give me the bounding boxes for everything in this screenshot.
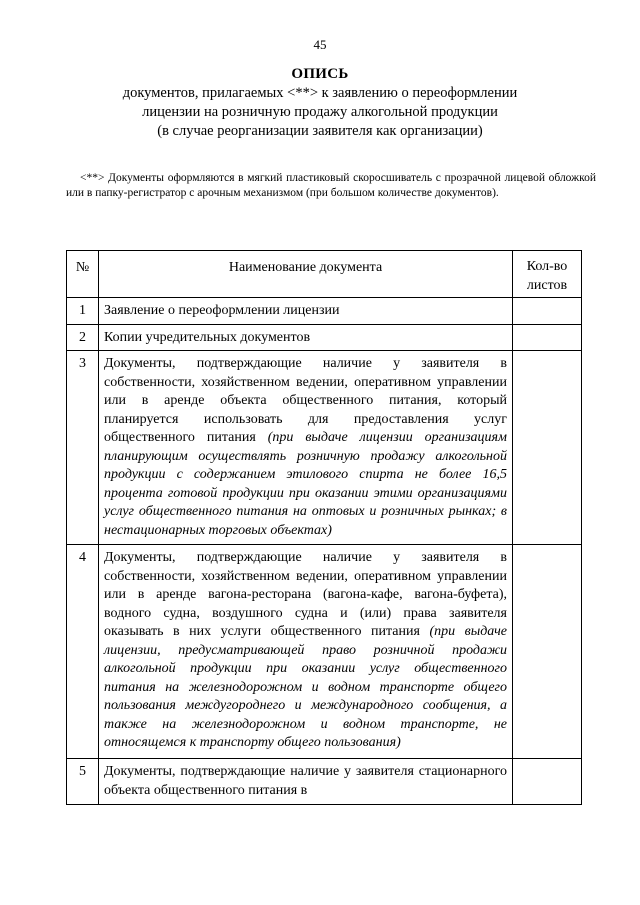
document-name-text: Заявление о переоформлении лицензии [104, 303, 340, 318]
document-condition-note: (при выдаче лицензии, предусматривающей право розничной продажи алкогольной продукции при оказании услуг общественного питания на железнодорожном и водном транспорте общего пользования междугороднего и международного сообщения, а также на железнодорожном и водном транспорте, не относящемся к транспорту общего пользования) [104, 624, 507, 750]
documents-table [66, 250, 582, 805]
table-row [67, 351, 582, 545]
row-number: 5 [67, 759, 99, 805]
table-row [67, 324, 582, 351]
document-name-text: Копии учредительных документов [104, 329, 311, 345]
document-name-text: Документы, подтверждающие наличие у заявителя в собственности, хозяйственном ведении, оперативном управлении или в аренде вагона-ресторана (вагона-кафе, вагона-буфета), водного судна, воздушного судна и (или) права заявителя оказывать в них услуги общественного питания [104, 550, 507, 639]
row-document-name [99, 759, 513, 805]
document-condition-note: (при выдаче лицензии организациям планирующим осуществлять розничную продажу алкогольной продукции с содержанием этилового спирта не более 16,5 процента готовой продукции при оказании этими организациями услуг общественного питания на оптовых и розничных рынках; в нестационарных торговых объектах) [104, 430, 507, 538]
row-document-name [99, 351, 513, 545]
footnote-text: <**> Документы оформляются в мягкий пластиковый скоросшиватель с прозрачной лицевой обложкой или в папку-регистратор с арочным механизмом (при большом количестве документов). [66, 172, 596, 199]
row-sheet-count [513, 759, 582, 805]
subtitle-line-3: (в случае реорганизации заявителя как организации) [157, 123, 483, 139]
row-sheet-count [513, 351, 582, 545]
row-document-name [99, 298, 513, 325]
row-number: 3 [67, 351, 99, 545]
row-number: 2 [67, 324, 99, 351]
table-row [67, 759, 582, 805]
subtitle-line-2: лицензии на розничную продажу алкогольной продукции [142, 104, 498, 120]
row-sheet-count [513, 298, 582, 325]
row-document-name [99, 545, 513, 759]
row-number: 1 [67, 298, 99, 325]
subtitle-line-1: документов, прилагаемых <**> к заявлению о переоформлении [122, 85, 518, 101]
row-document-name [99, 324, 513, 351]
table-row [67, 545, 582, 759]
table-row [67, 298, 582, 325]
row-sheet-count [513, 324, 582, 351]
document-name-text: Документы, подтверждающие наличие у заявителя стационарного объекта общественного питания в [104, 764, 507, 798]
header-sheet-count: Кол-во листов [513, 251, 582, 298]
row-sheet-count [513, 545, 582, 759]
document-title: ОПИСЬ [291, 66, 349, 82]
document-subtitle [0, 84, 640, 141]
page-number: 45 [313, 37, 327, 52]
document-name-text: Документы, подтверждающие наличие у заявителя в собственности, хозяйственном ведении, оперативном управлении или в аренде объекта общественного питания, который планируется использовать для предоставления услуг общественного питания [104, 356, 507, 445]
header-number: № [67, 251, 99, 298]
table-header-row [67, 251, 582, 298]
row-number: 4 [67, 545, 99, 759]
header-document-name: Наименование документа [99, 251, 513, 298]
